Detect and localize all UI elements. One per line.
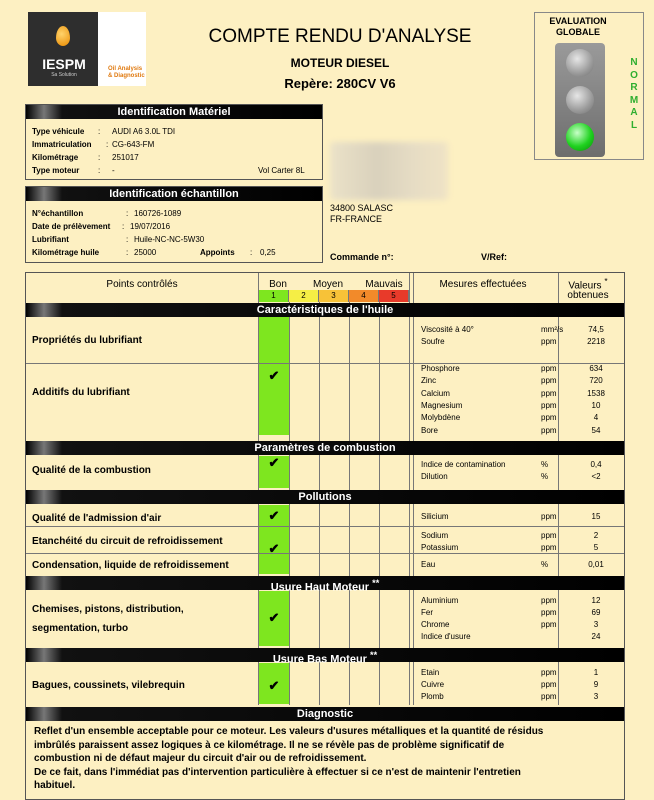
- value-kilometrage-huile: 25000: [134, 248, 157, 257]
- row-proprietes: Propriétés du lubrifiant: [32, 335, 143, 346]
- col-moyen: Moyen: [312, 279, 343, 290]
- measure-unit: ppm: [541, 388, 557, 398]
- light-green: [566, 123, 594, 151]
- measure-unit: ppm: [541, 425, 557, 435]
- label-type-moteur: Type moteur: [32, 166, 80, 175]
- measure-name: Silicium: [421, 512, 449, 521]
- iespm-logo: [28, 12, 146, 86]
- star-note: *: [604, 276, 608, 286]
- status-normal: [627, 57, 641, 132]
- engine-type: MOTEUR DIESEL: [290, 56, 390, 70]
- row-etancheite: Etanchéité du circuit de refroidissement: [32, 536, 223, 547]
- measure-row: [421, 401, 624, 413]
- measure-row: [421, 560, 624, 572]
- analysis-table: [25, 272, 625, 800]
- status-letter: M: [629, 94, 639, 106]
- measure-value: 74,5: [588, 325, 604, 334]
- measure-name: Calcium: [421, 388, 450, 398]
- measure-name: Fer: [421, 608, 433, 617]
- label-kilometrage-huile: Kilométrage huile: [32, 248, 100, 257]
- scale-5: 5: [379, 290, 409, 302]
- measure-unit: %: [541, 472, 549, 481]
- measure-name: Indice de contamination: [421, 460, 506, 469]
- logo-sub: Sa Solution: [51, 72, 77, 78]
- measure-unit: mm²/s: [541, 325, 564, 334]
- measure-row: [421, 596, 624, 608]
- measure-unit: ppm: [541, 608, 557, 617]
- measure-row: [421, 620, 624, 632]
- measure-unit: ppm: [541, 680, 557, 689]
- check-combustion: ✔: [268, 455, 280, 470]
- measure-value: 720: [589, 376, 603, 386]
- check-lubrifiant: ✔: [268, 368, 280, 383]
- measure-name: Viscosité à 40°: [421, 325, 474, 334]
- measure-name: Chrome: [421, 620, 450, 629]
- section-lubrifiant: Caractéristiques de l'huile: [26, 303, 624, 317]
- address-city: 34800 SALASC: [330, 203, 394, 213]
- usure-bas-label: Usure Bas Moteur: [272, 653, 367, 666]
- label-appoints: Appoints: [200, 248, 235, 257]
- diagnostic-text: [34, 725, 618, 793]
- label-type-vehicule: Type véhicule: [32, 127, 85, 136]
- value-numero-echantillon: 160726-1089: [134, 209, 182, 218]
- measure-row: [421, 337, 624, 349]
- measure-unit: ppm: [541, 531, 557, 540]
- measure-name: Plomb: [421, 692, 444, 701]
- value-type-vehicule: AUDI A6 3.0L TDI: [112, 127, 176, 136]
- measure-row: [421, 413, 624, 425]
- measure-row: [421, 472, 624, 484]
- diagnostic-line: habituel.: [34, 780, 76, 792]
- row-admission: Qualité de l'admission d'air: [32, 513, 162, 524]
- measure-name: Aluminium: [421, 596, 459, 605]
- diagnostic-line: combustion ni de défaut majeur du circuit d'air ou de refroidissement.: [34, 753, 367, 765]
- label-lubrifiant: Lubrifiant: [32, 235, 69, 244]
- traffic-light-icon: [555, 43, 605, 157]
- measure-value: 12: [591, 596, 601, 605]
- measure-value: 4: [593, 413, 599, 423]
- section-usure-bas: [26, 648, 624, 666]
- measure-row: [421, 364, 624, 376]
- evaluation-title: EVALUATION GLOBALE: [549, 16, 607, 37]
- echantillon-heading: Identification échantillon: [26, 187, 322, 201]
- label-immatriculation: Immatriculation: [32, 140, 92, 149]
- commande-label: Commande n°:: [330, 252, 394, 262]
- measure-name: Magnesium: [421, 400, 463, 410]
- measure-value: 15: [591, 512, 601, 521]
- row-condensation: Condensation, liquide de refroidissement: [32, 560, 229, 571]
- repere: Repère: 280CV V6: [284, 76, 396, 91]
- global-evaluation: [534, 12, 644, 160]
- diagnostic-line: Reflet d'un ensemble acceptable pour ce moteur. Les valeurs d'usures métalliques et la quantité de résidus: [34, 726, 544, 737]
- measure-unit: ppm: [541, 596, 557, 605]
- value-type-moteur: -: [112, 166, 115, 175]
- measure-value: 3: [593, 620, 599, 629]
- measure-value: 10: [591, 400, 601, 410]
- measure-row: [421, 680, 624, 692]
- measure-name: Soufre: [421, 337, 445, 346]
- measure-row: [421, 668, 624, 680]
- status-letter: N: [630, 57, 638, 68]
- measure-row: [421, 426, 624, 438]
- measure-name: Molybdène: [421, 413, 461, 423]
- value-lubrifiant: Huile-NC-NC-5W30: [134, 235, 205, 244]
- measure-name: Bore: [421, 425, 438, 435]
- measure-unit: ppm: [541, 692, 557, 701]
- measure-row: [421, 543, 624, 555]
- col-valeurs-label: Valeurs: [568, 280, 602, 292]
- col-mesures: Mesures effectuées: [439, 279, 527, 290]
- label-numero-echantillon: N°échantillon: [32, 209, 84, 218]
- col-mauvais: Mauvais: [365, 279, 403, 290]
- section-usure-haut: [26, 576, 624, 594]
- row-chemises-2: segmentation, turbo: [32, 623, 129, 634]
- measure-value: 0,01: [588, 560, 604, 569]
- section-pollutions: Pollutions: [26, 490, 624, 504]
- measure-name: Sodium: [421, 531, 449, 540]
- col-bon: Bon: [269, 279, 287, 290]
- measure-unit: %: [541, 460, 549, 469]
- label-kilometrage: Kilométrage: [32, 153, 79, 162]
- measure-name: Potassium: [421, 543, 459, 552]
- section-combustion: Paramètres de combustion: [26, 441, 624, 455]
- status-letter: L: [630, 119, 638, 131]
- status-letter: A: [630, 107, 638, 118]
- row-qualite-combustion: Qualité de la combustion: [32, 465, 151, 476]
- value-date-prelevement: 19/07/2016: [130, 222, 171, 231]
- diagnostic-line: De ce fait, dans l'immédiat pas d'intervention particulière à effectuer si ce n'est de maintenir l'entretien: [34, 766, 521, 778]
- materiel-box: Identification Matériel Type véhicule : AUDI A6 3.0L TDI Immatriculation : CG-643-FM Kilométrage : 251017 Type moteur : - Vol Carter 8L: [25, 104, 323, 180]
- scale-2: 2: [289, 290, 319, 302]
- measure-unit: ppm: [541, 413, 557, 423]
- measure-value: 54: [591, 425, 601, 435]
- measure-row: [421, 325, 624, 337]
- measure-value: <2: [591, 472, 601, 481]
- measure-name: Eau: [421, 560, 436, 569]
- redacted-address: [330, 142, 448, 200]
- value-appoints: 0,25: [260, 248, 276, 257]
- measure-row: [421, 632, 624, 644]
- measure-unit: ppm: [541, 337, 557, 346]
- measure-unit: ppm: [541, 543, 557, 552]
- value-kilometrage: 251017: [112, 153, 139, 162]
- measure-unit: ppm: [541, 512, 557, 521]
- measure-row: [421, 460, 624, 472]
- check-usure-haut: ✔: [268, 610, 280, 625]
- usure-haut-label: Usure Haut Moteur: [270, 581, 370, 594]
- vol-carter: Vol Carter 8L: [258, 166, 305, 175]
- measure-unit: ppm: [541, 668, 557, 677]
- diagnostic-line: imbrûlés paraissent assez logiques à ce kilométrage. Il ne se révèle pas de problème significatif de: [34, 739, 505, 751]
- ref-label: V/Ref:: [481, 252, 508, 262]
- col-points: Points contrôlés: [106, 279, 178, 290]
- row-additifs: Additifs du lubrifiant: [32, 387, 130, 398]
- measure-value: 1: [593, 668, 599, 677]
- logo-badge: [28, 12, 98, 86]
- col-obtenues: obtenues: [567, 290, 609, 301]
- logo-tagline: Oil Analysis & Diagnostic: [108, 66, 145, 79]
- measure-value: 24: [591, 632, 601, 641]
- measure-name: Indice d'usure: [421, 632, 471, 641]
- measure-row: [421, 376, 624, 388]
- measure-unit: ppm: [541, 364, 557, 373]
- check-admission: ✔: [268, 508, 280, 523]
- scale-4: 4: [349, 290, 379, 302]
- measure-value: 634: [589, 364, 603, 373]
- check-usure-bas: ✔: [268, 678, 280, 693]
- oil-drop-icon: [56, 26, 70, 46]
- status-letter: R: [630, 82, 638, 93]
- materiel-heading: Identification Matériel: [26, 105, 322, 119]
- measure-row: [421, 692, 624, 704]
- measure-name: Zinc: [421, 376, 437, 386]
- row-bagues: Bagues, coussinets, vilebrequin: [32, 680, 185, 691]
- measure-name: Dilution: [421, 472, 448, 481]
- measure-row: [421, 389, 624, 401]
- measure-row: [421, 608, 624, 620]
- measure-value: 1538: [587, 388, 605, 398]
- measure-value: 2218: [587, 337, 605, 346]
- measure-value: 9: [593, 680, 599, 689]
- measure-unit: ppm: [541, 400, 557, 410]
- measure-name: Phosphore: [421, 364, 460, 373]
- address-country: FR-FRANCE: [330, 214, 382, 224]
- value-immatriculation: CG-643-FM: [112, 140, 155, 149]
- measure-unit: %: [541, 560, 549, 569]
- check-etancheite: ✔: [268, 541, 280, 556]
- measure-value: 3: [593, 692, 599, 701]
- measure-name: Cuivre: [421, 680, 445, 689]
- measure-value: 0,4: [590, 460, 602, 469]
- measure-name: Etain: [421, 668, 440, 677]
- report-title: COMPTE RENDU D'ANALYSE: [208, 26, 472, 47]
- section-diagnostic: Diagnostic: [26, 707, 624, 721]
- status-letter: O: [630, 69, 638, 81]
- measure-value: 2: [593, 531, 599, 540]
- light-off-top: [566, 49, 594, 77]
- scale-1: 1: [259, 290, 289, 302]
- row-chemises-1: Chemises, pistons, distribution,: [32, 604, 184, 615]
- usure-bas-stars: **: [370, 650, 378, 660]
- label-date-prelevement: Date de prélèvement: [32, 222, 111, 231]
- light-off-middle: [566, 86, 594, 114]
- logo-brand: IESPM: [42, 56, 86, 72]
- measure-unit: ppm: [541, 376, 557, 386]
- echantillon-box: Identification échantillon N°échantillon : 160726-1089 Date de prélèvement : 19/07/2016 Lubrifiant : Huile-NC-NC-5W30 Kilométrage huile : 25000 Appoints : 0,25: [25, 186, 323, 263]
- measure-row: [421, 512, 624, 524]
- measure-value: 5: [593, 543, 599, 552]
- usure-haut-stars: **: [372, 578, 380, 588]
- measure-unit: ppm: [541, 620, 557, 629]
- measure-row: [421, 531, 624, 543]
- measure-value: 69: [591, 608, 601, 617]
- scale-3: 3: [319, 290, 349, 302]
